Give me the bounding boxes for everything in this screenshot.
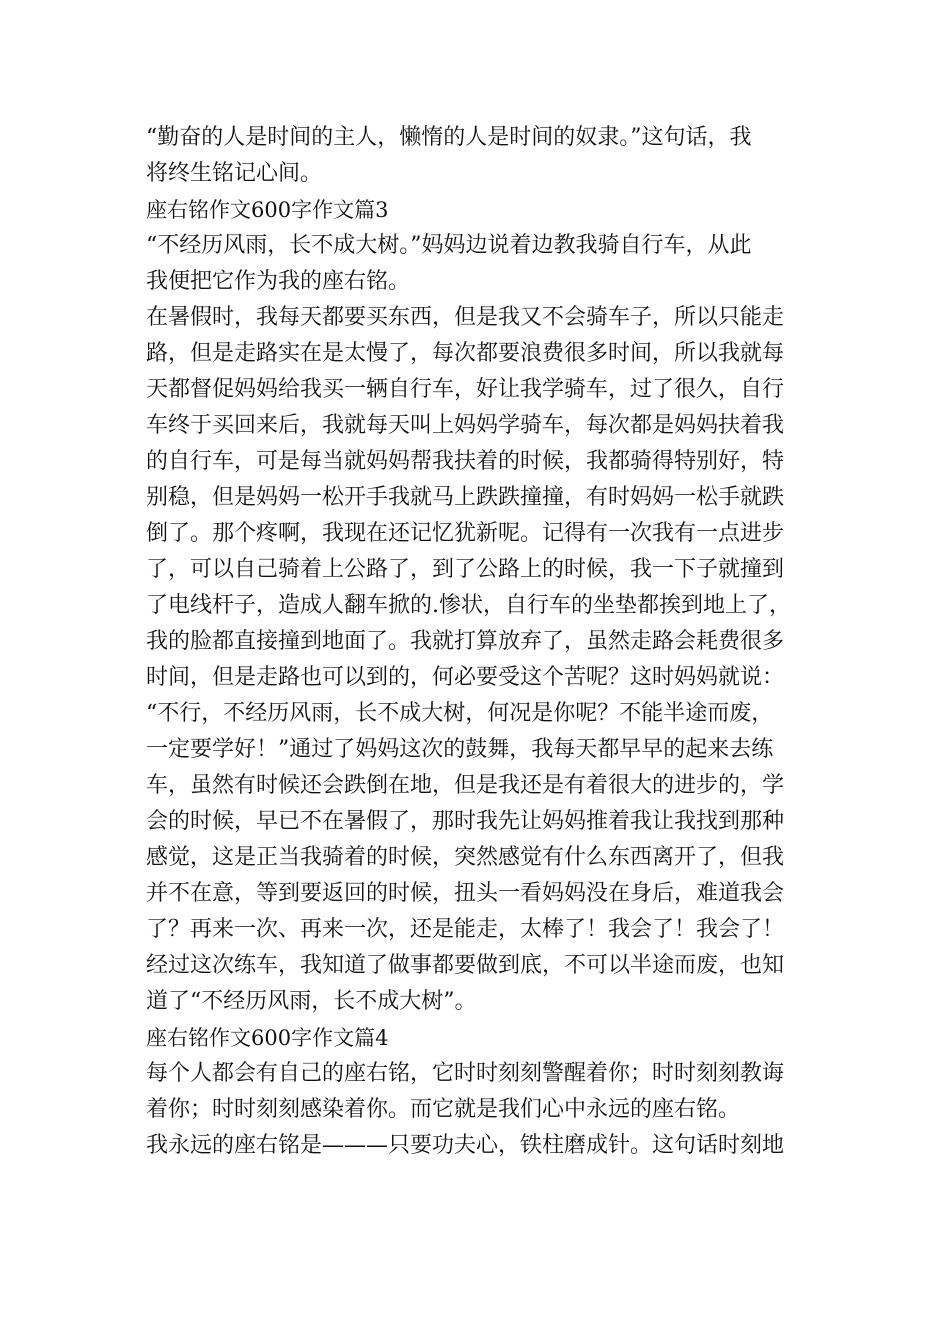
text-line: 将终生铭记心间。 [146, 161, 323, 186]
text-line: 天都督促妈妈给我买一辆自行车，好让我学骑车，过了很久，自行 [146, 377, 785, 402]
text-line: 别稳，但是妈妈一松开手我就马上跌跌撞撞，有时妈妈一松手就跌 [146, 485, 785, 510]
text-line: 着你；时时刻刻感染着你。而它就是我们心中永远的座右铭。 [146, 1097, 741, 1122]
text-line: 了？再来一次、再来一次，还是能走，太棒了！我会了！我会了！ [146, 917, 785, 942]
text-line: 路，但是走路实在是太慢了，每次都要浪费很多时间，所以我就每 [146, 341, 785, 366]
section-heading: 座右铭作文600字作文篇3 [146, 198, 389, 222]
text-line: “不行，不经历风雨，长不成大树，何况是你呢？不能半途而废， [146, 701, 774, 726]
text-line: 我便把它作为我的座右铭。 [146, 269, 411, 294]
text-line: “勤奋的人是时间的主人，懒惰的人是时间的奴隶。”这句话，我 [146, 125, 752, 150]
text-line: 我永远的座右铭是———只要功夫心，铁柱磨成针。这句话时刻地 [146, 1133, 785, 1158]
text-line: 倒了。那个疼啊，我现在还记忆犹新呢。记得有一次我有一点进步 [146, 521, 785, 546]
text-line: 感觉，这是正当我骑着的时候，突然感觉有什么东西离开了，但我 [146, 845, 785, 870]
text-line: “不经历风雨，长不成大树。”妈妈边说着边教我骑自行车，从此 [146, 233, 752, 258]
text-line: 在暑假时，我每天都要买东西，但是我又不会骑车子，所以只能走 [146, 305, 785, 330]
text-line: 经过这次练车，我知道了做事都要做到底，不可以半途而废，也知 [146, 953, 785, 978]
text-line: 了电线杆子，造成人翻车掀的.惨状，自行车的坐垫都挨到地上了， [146, 593, 791, 618]
text-line: 并不在意，等到要返回的时候，扭头一看妈妈没在身后，难道我会 [146, 881, 785, 906]
text-line: 一定要学好！”通过了妈妈这次的鼓舞，我每天都早早的起来去练 [146, 737, 774, 762]
text-line: 道了“不经历风雨，长不成大树”。 [146, 989, 477, 1014]
text-line: 了，可以自己骑着上公路了，到了公路上的时候，我一下子就撞到 [146, 557, 785, 582]
section-heading: 座右铭作文600字作文篇4 [146, 1026, 389, 1050]
text-line: 每个人都会有自己的座右铭，它时时刻刻警醒着你；时时刻刻教诲 [146, 1061, 785, 1086]
text-line: 会的时候，早已不在暑假了，那时我先让妈妈推着我让我找到那种 [146, 809, 785, 834]
text-line: 的自行车，可是每当就妈妈帮我扶着的时候，我都骑得特别好，特 [146, 449, 785, 474]
text-line: 我的脸都直接撞到地面了。我就打算放弃了，虽然走路会耗费很多 [146, 629, 785, 654]
text-line: 车终于买回来后，我就每天叫上妈妈学骑车，每次都是妈妈扶着我 [146, 413, 785, 438]
text-line: 车，虽然有时候还会跌倒在地，但是我还是有着很大的进步的，学 [146, 773, 785, 798]
text-line: 时间，但是走路也可以到的，何必要受这个苦呢？这时妈妈就说： [146, 665, 785, 690]
